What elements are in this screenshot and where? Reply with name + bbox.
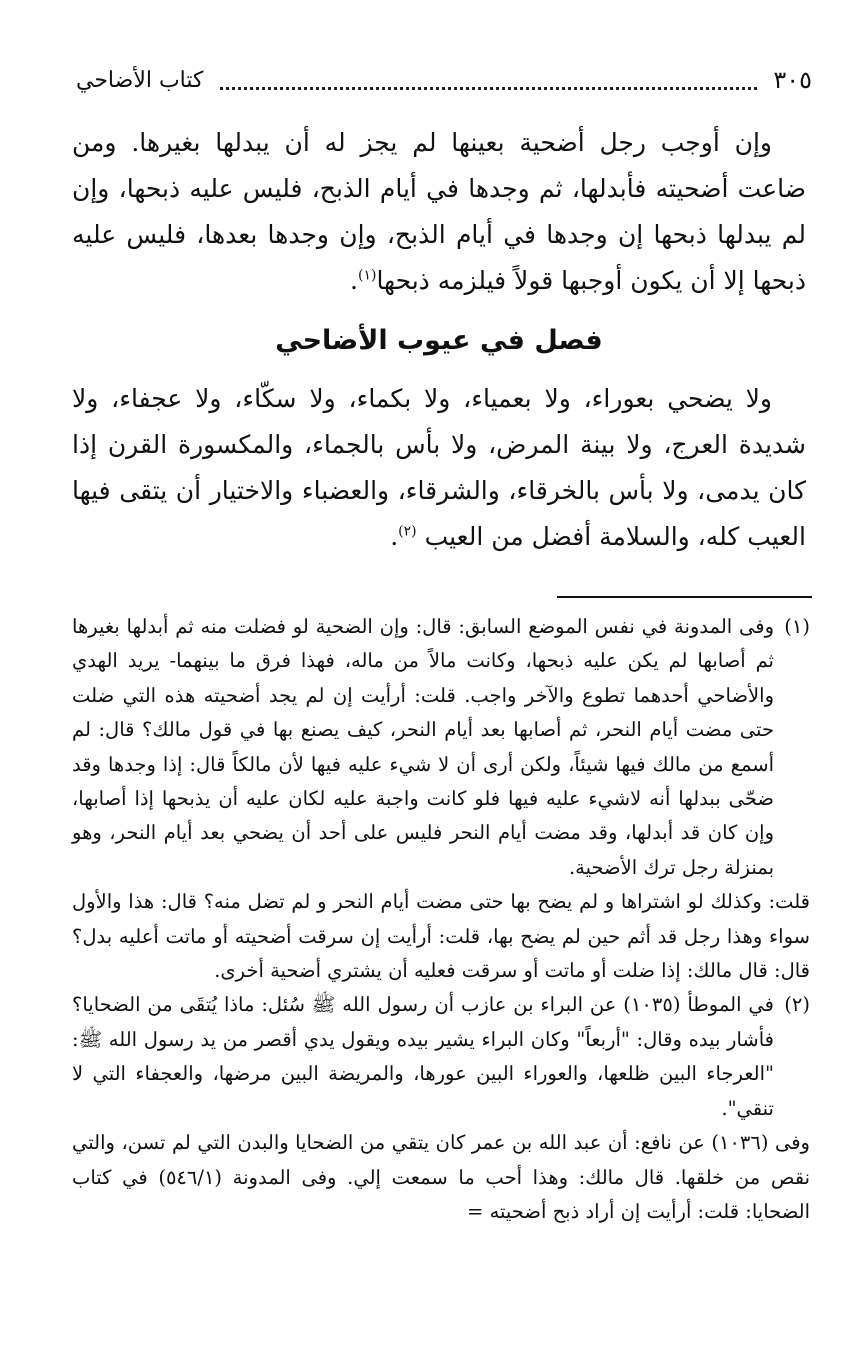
footnote-2-continuation: وفى (١٠٣٦) عن نافع: أن عبد الله بن عمر كان يتقي من الضحايا والبدن التي لم تسن، والتي نقص من خلقها. قال مالك: وهذا أحب ما سمعت إلي. وفى المدونة (٥٤٦/١) في كتاب الضحايا: قلت: أرأيت إن أراد ذبح أضحيته = (72, 1131, 810, 1223)
book-title: كتاب الأضاحي (76, 67, 204, 93)
section-heading: فصل في عيوب الأضاحي (275, 325, 603, 356)
page-number: ٣٠٥ (773, 66, 812, 94)
footnote-ref-1[interactable]: (١) (357, 267, 377, 284)
footnote-2-number: (٢) (784, 993, 810, 1017)
paragraph-2-end: . (390, 522, 399, 551)
footnote-2-text: في الموطأ (١٠٣٥) عن البراء بن عازب أن رسول الله ﷺ سُئل: ماذا يُتقَى من الضحايا؟ فأشار بيده وقال: "أربعاً" وكان البراء يشير بيده ويقول يدي أقصر من يد رسول الله ﷺ: "العرجاء البين ظلعها، والعوراء البين عورها، والمريضة البين مرضها، والعجفاء التي لا تنقي". (72, 993, 774, 1120)
header-leader-dots (220, 63, 758, 90)
main-paragraph-2 (72, 376, 806, 560)
footnote-1-text: وفى المدونة في نفس الموضع السابق: قال: وإن الضحية لو فضلت منه ثم أبدلها بغيرها ثم أصابها لم يكن عليه ذبحها، وكانت مالاً من ماله، فهذا فرق ما بينهما- يريد الهدي والأضاحي أحدهما تطوع والآخر واجب. قلت: أرأيت إن لم يجد أضحيته هذه التي ضلت حتى مضت أيام النحر، ثم أصابها بعد أيام النحر، كيف يصنع بها في قول مالك؟ قال: لم أسمع من مالك فيها شيئاً، ولكن أرى أن لا شيء عليه فيها لأن مالكاً قال: إذا وجدها وقد ضحّى ببدلها أنه لاشيء عليه فيها فلو كانت واجبة عليه لكان عليه أن يذبحها إذا أصابها، وإن كان قد أبدلها، وقد مضت أيام النحر فليس على أحد أن يضحي بعد أيام النحر، وهو بمنزلة رجل ترك الأضحية. (72, 615, 774, 879)
paragraph-1-end: . (350, 266, 358, 295)
main-text (72, 120, 806, 560)
paragraph-1-text: وإن أوجب رجل أضحية بعينها لم يجز له أن يبدلها بغيرها. ومن ضاعت أضحيته فأبدلها، ثم وجدها في أيام الذبح، فليس عليه ذبحها، وإن لم يبدلها ذبحها إن وجدها في أيام الذبح، وإن وجدها بعدها، فليس عليه ذبحها إلا أن يكون أوجبها قولاً فيلزمه ذبحها (72, 128, 806, 295)
footnote-separator (557, 596, 812, 598)
footnote-1 (72, 610, 810, 885)
footnote-1-continuation: قلت: وكذلك لو اشتراها و لم يضح بها حتى مضت أيام النحر و لم تضل منه؟ قال: هذا والأول سواء وهذا رجل قد أثم حين لم يضح بها، قلت: أرأيت إن سرقت أضحيته أو ماتت أعليه بدل؟ قال: قال مالك: إذا ضلت أو ماتت أو سرقت فعليه أن يشتري أضحية أخرى. (72, 890, 810, 983)
footnote-1-number: (١) (784, 615, 810, 638)
main-paragraph-1 (72, 120, 806, 304)
paragraph-2-text: ولا يضحي بعوراء، ولا بعمياء، ولا بكماء، ولا سكّاء، ولا عجفاء، ولا شديدة العرج، ولا بينة المرض، ولا بأس بالجماء، والمكسورة القرن إذا كان يدمى، ولا بأس بالخرقاء، والشرقاء، والعضباء والاختيار أن يتقى فيها العيب كله، والسلامة أفضل من العيب (72, 384, 806, 551)
footnote-2 (72, 988, 810, 1126)
footnote-ref-2[interactable]: (٢) (398, 523, 417, 540)
running-header (76, 62, 812, 98)
footnotes (72, 610, 810, 1229)
